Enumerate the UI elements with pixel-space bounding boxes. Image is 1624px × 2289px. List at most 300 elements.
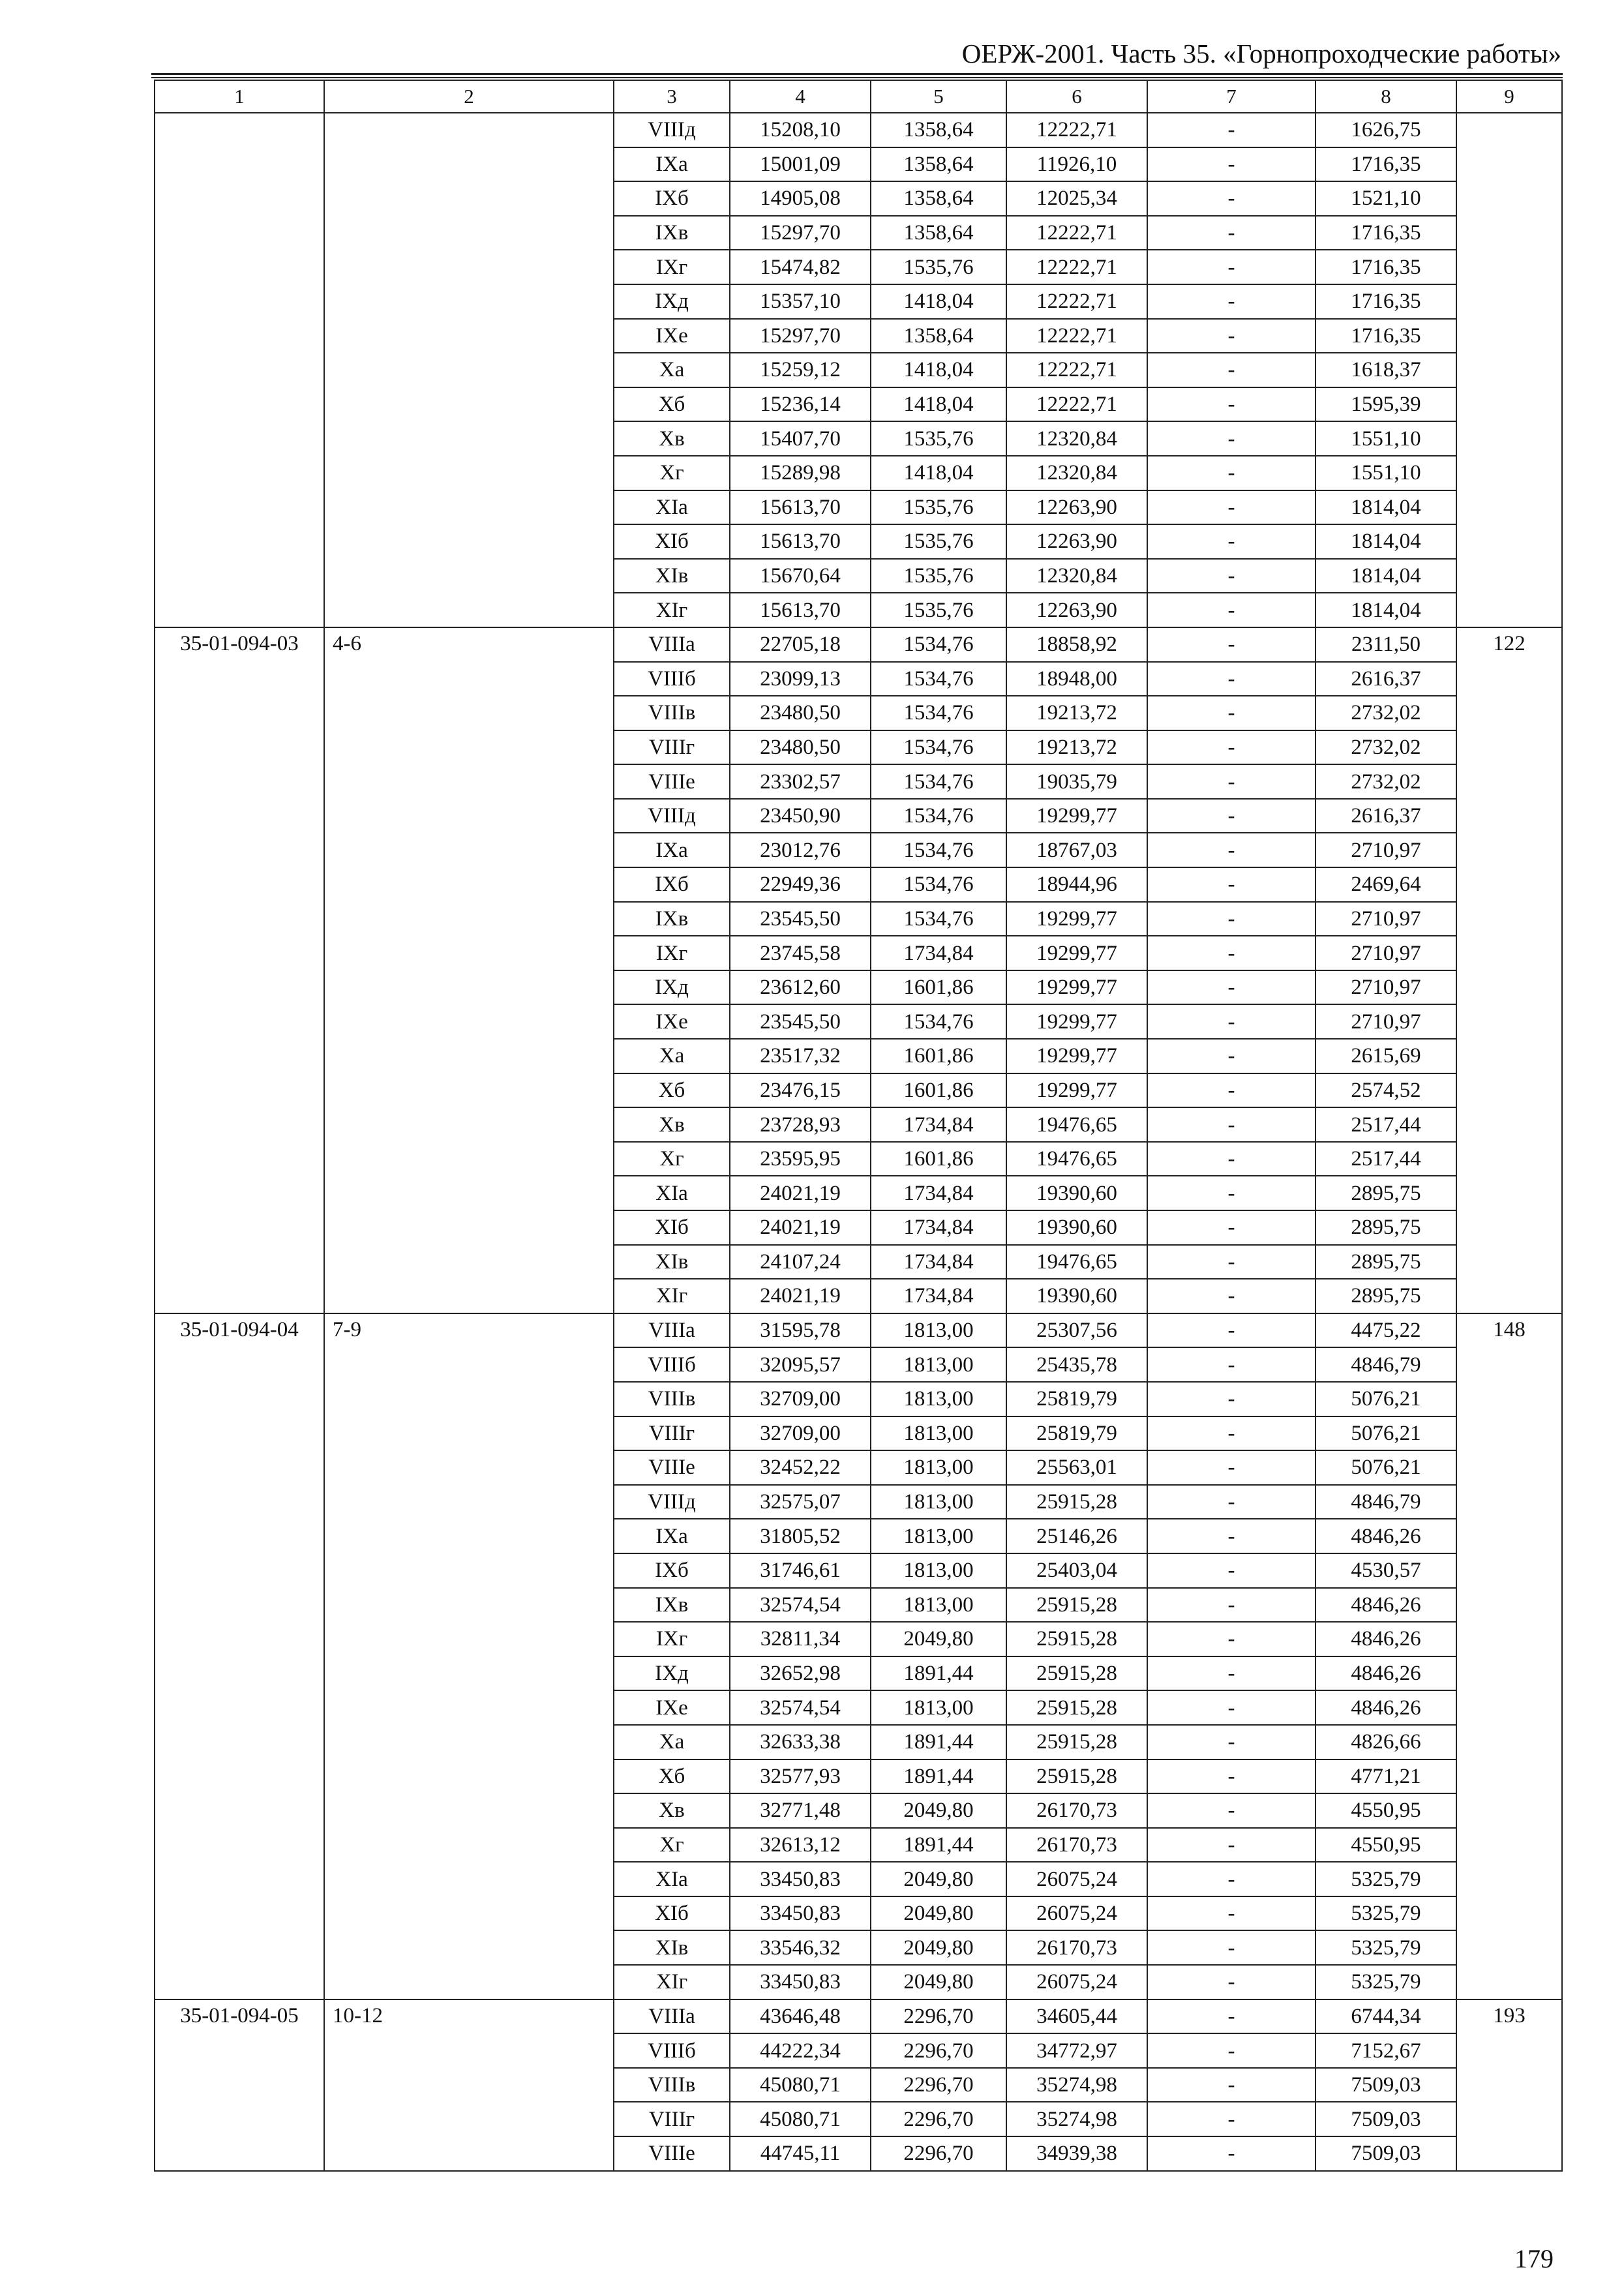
drivers-wages-cell: -: [1147, 490, 1316, 525]
wages-cell: 1535,76: [871, 559, 1006, 593]
machines-cell: 19476,65: [1006, 1142, 1147, 1176]
category-cell: VIIIб: [614, 662, 730, 696]
materials-cell: 2710,97: [1316, 902, 1456, 936]
materials-cell: 2895,75: [1316, 1279, 1456, 1313]
category-cell: Xг: [614, 456, 730, 490]
wages-cell: 1418,04: [871, 456, 1006, 490]
drivers-wages-cell: -: [1147, 1382, 1316, 1416]
machines-cell: 35274,98: [1006, 2068, 1147, 2102]
machines-cell: 19476,65: [1006, 1245, 1147, 1279]
materials-cell: 2710,97: [1316, 936, 1456, 970]
total-cost-cell: 44222,34: [730, 2033, 871, 2068]
category-cell: IXв: [614, 1588, 730, 1623]
category-cell: Xв: [614, 1107, 730, 1142]
machines-cell: 19213,72: [1006, 730, 1147, 765]
total-cost-cell: 33450,83: [730, 1965, 871, 1999]
total-cost-cell: 23012,76: [730, 833, 871, 867]
machines-cell: 25563,01: [1006, 1450, 1147, 1485]
materials-cell: 5325,79: [1316, 1930, 1456, 1965]
category-cell: Xа: [614, 1725, 730, 1759]
wages-cell: 1418,04: [871, 387, 1006, 422]
drivers-wages-cell: -: [1147, 1279, 1316, 1313]
wages-cell: 1358,64: [871, 319, 1006, 353]
materials-cell: 2710,97: [1316, 833, 1456, 867]
drivers-wages-cell: -: [1147, 1553, 1316, 1588]
wages-cell: 1534,76: [871, 696, 1006, 730]
total-cost-cell: 31805,52: [730, 1519, 871, 1553]
machines-cell: 18944,96: [1006, 867, 1147, 902]
machines-cell: 25915,28: [1006, 1656, 1147, 1691]
rate-code-cell: [155, 113, 324, 627]
machines-cell: 12263,90: [1006, 593, 1147, 627]
category-cell: XIб: [614, 524, 730, 559]
table-row: [155, 627, 1562, 662]
drivers-wages-cell: -: [1147, 730, 1316, 765]
column-header: 5: [871, 80, 1006, 113]
materials-cell: 1716,35: [1316, 147, 1456, 182]
category-cell: XIг: [614, 1965, 730, 1999]
wages-cell: 1891,44: [871, 1656, 1006, 1691]
machines-cell: 34939,38: [1006, 2136, 1147, 2171]
total-cost-cell: 15613,70: [730, 524, 871, 559]
wages-cell: 2049,80: [871, 1793, 1006, 1828]
category-cell: Xг: [614, 1142, 730, 1176]
drivers-wages-cell: -: [1147, 147, 1316, 182]
wages-cell: 1813,00: [871, 1313, 1006, 1348]
machines-cell: 25915,28: [1006, 1622, 1147, 1656]
category-cell: VIIIв: [614, 2068, 730, 2102]
materials-cell: 5325,79: [1316, 1896, 1456, 1931]
category-cell: IXе: [614, 1004, 730, 1039]
total-cost-cell: 15357,10: [730, 284, 871, 319]
category-cell: XIв: [614, 559, 730, 593]
machines-cell: 18767,03: [1006, 833, 1147, 867]
materials-cell: 2710,97: [1316, 1004, 1456, 1039]
wages-cell: 1534,76: [871, 867, 1006, 902]
machines-cell: 26170,73: [1006, 1793, 1147, 1828]
total-cost-cell: 32652,98: [730, 1656, 871, 1691]
rate-code-cell: 35-01-094-03: [155, 627, 324, 1313]
total-cost-cell: 32577,93: [730, 1759, 871, 1794]
range-cell: 4-6: [324, 627, 614, 1313]
wages-cell: 1418,04: [871, 284, 1006, 319]
wages-cell: 1535,76: [871, 421, 1006, 456]
total-cost-cell: 32633,38: [730, 1725, 871, 1759]
machines-cell: 26075,24: [1006, 1862, 1147, 1896]
total-cost-cell: 23480,50: [730, 696, 871, 730]
machines-cell: 19299,77: [1006, 1004, 1147, 1039]
wages-cell: 1734,84: [871, 936, 1006, 970]
drivers-wages-cell: -: [1147, 1004, 1316, 1039]
wages-cell: 1535,76: [871, 593, 1006, 627]
drivers-wages-cell: -: [1147, 1073, 1316, 1108]
drivers-wages-cell: -: [1147, 1828, 1316, 1863]
drivers-wages-cell: -: [1147, 662, 1316, 696]
category-cell: Xа: [614, 353, 730, 387]
drivers-wages-cell: -: [1147, 1245, 1316, 1279]
drivers-wages-cell: -: [1147, 524, 1316, 559]
labor-cost-cell: 193: [1456, 1999, 1562, 2171]
total-cost-cell: 23595,95: [730, 1142, 871, 1176]
total-cost-cell: 23480,50: [730, 730, 871, 765]
category-cell: IXд: [614, 1656, 730, 1691]
total-cost-cell: 15297,70: [730, 216, 871, 250]
drivers-wages-cell: -: [1147, 902, 1316, 936]
total-cost-cell: 15613,70: [730, 593, 871, 627]
column-header: 9: [1456, 80, 1562, 113]
materials-cell: 4530,57: [1316, 1553, 1456, 1588]
materials-cell: 1716,35: [1316, 319, 1456, 353]
drivers-wages-cell: -: [1147, 1656, 1316, 1691]
materials-cell: 4550,95: [1316, 1793, 1456, 1828]
machines-cell: 18948,00: [1006, 662, 1147, 696]
wages-cell: 1813,00: [871, 1588, 1006, 1623]
drivers-wages-cell: -: [1147, 181, 1316, 216]
wages-cell: 2049,80: [871, 1896, 1006, 1931]
drivers-wages-cell: -: [1147, 1142, 1316, 1176]
rate-code-cell: 35-01-094-05: [155, 1999, 324, 2171]
machines-cell: 25403,04: [1006, 1553, 1147, 1588]
category-cell: VIIIа: [614, 1313, 730, 1348]
total-cost-cell: 23476,15: [730, 1073, 871, 1108]
wages-cell: 1418,04: [871, 353, 1006, 387]
total-cost-cell: 23612,60: [730, 970, 871, 1005]
total-cost-cell: 23745,58: [730, 936, 871, 970]
drivers-wages-cell: -: [1147, 421, 1316, 456]
total-cost-cell: 23450,90: [730, 799, 871, 833]
wages-cell: 2049,80: [871, 1862, 1006, 1896]
wages-cell: 1534,76: [871, 764, 1006, 799]
header-rule-thick: [151, 73, 1563, 75]
wages-cell: 1601,86: [871, 970, 1006, 1005]
materials-cell: 1814,04: [1316, 593, 1456, 627]
machines-cell: 12222,71: [1006, 387, 1147, 422]
drivers-wages-cell: -: [1147, 867, 1316, 902]
materials-cell: 2895,75: [1316, 1176, 1456, 1210]
machines-cell: 12320,84: [1006, 456, 1147, 490]
wages-cell: 2049,80: [871, 1622, 1006, 1656]
total-cost-cell: 31595,78: [730, 1313, 871, 1348]
materials-cell: 4846,79: [1316, 1347, 1456, 1382]
drivers-wages-cell: -: [1147, 1485, 1316, 1519]
materials-cell: 4846,26: [1316, 1519, 1456, 1553]
wages-cell: 1534,76: [871, 662, 1006, 696]
materials-cell: 4475,22: [1316, 1313, 1456, 1348]
drivers-wages-cell: -: [1147, 1519, 1316, 1553]
materials-cell: 5076,21: [1316, 1382, 1456, 1416]
column-header: 2: [324, 80, 614, 113]
materials-cell: 1814,04: [1316, 490, 1456, 525]
materials-cell: 2710,97: [1316, 970, 1456, 1005]
drivers-wages-cell: -: [1147, 456, 1316, 490]
total-cost-cell: 31746,61: [730, 1553, 871, 1588]
total-cost-cell: 24021,19: [730, 1210, 871, 1245]
wages-cell: 2049,80: [871, 1930, 1006, 1965]
category-cell: XIв: [614, 1245, 730, 1279]
drivers-wages-cell: -: [1147, 799, 1316, 833]
total-cost-cell: 32095,57: [730, 1347, 871, 1382]
drivers-wages-cell: -: [1147, 1347, 1316, 1382]
wages-cell: 1813,00: [871, 1690, 1006, 1725]
machines-cell: 19390,60: [1006, 1210, 1147, 1245]
wages-cell: 1534,76: [871, 1004, 1006, 1039]
drivers-wages-cell: -: [1147, 1690, 1316, 1725]
drivers-wages-cell: -: [1147, 1965, 1316, 1999]
category-cell: IXв: [614, 902, 730, 936]
machines-cell: 11926,10: [1006, 147, 1147, 182]
total-cost-cell: 32452,22: [730, 1450, 871, 1485]
category-cell: VIIIг: [614, 730, 730, 765]
drivers-wages-cell: -: [1147, 1622, 1316, 1656]
machines-cell: 34605,44: [1006, 1999, 1147, 2034]
materials-cell: 6744,34: [1316, 1999, 1456, 2034]
drivers-wages-cell: -: [1147, 387, 1316, 422]
wages-cell: 1734,84: [871, 1210, 1006, 1245]
drivers-wages-cell: -: [1147, 216, 1316, 250]
materials-cell: 4846,79: [1316, 1485, 1456, 1519]
materials-cell: 1716,35: [1316, 250, 1456, 284]
category-cell: VIIIе: [614, 2136, 730, 2171]
drivers-wages-cell: -: [1147, 2068, 1316, 2102]
category-cell: IXб: [614, 867, 730, 902]
drivers-wages-cell: -: [1147, 1313, 1316, 1348]
category-cell: VIIIа: [614, 627, 730, 662]
page-header: ОЕРЖ-2001. Часть 35. «Горнопроходческие работы»: [961, 38, 1561, 68]
drivers-wages-cell: -: [1147, 1862, 1316, 1896]
wages-cell: 1534,76: [871, 833, 1006, 867]
drivers-wages-cell: -: [1147, 1176, 1316, 1210]
machines-cell: 19476,65: [1006, 1107, 1147, 1142]
category-cell: VIIIг: [614, 1416, 730, 1451]
drivers-wages-cell: -: [1147, 559, 1316, 593]
rate-code-cell: 35-01-094-04: [155, 1313, 324, 1999]
wages-cell: 1601,86: [871, 1073, 1006, 1108]
header-rule-thin: [151, 77, 1563, 78]
machines-cell: 19213,72: [1006, 696, 1147, 730]
materials-cell: 1814,04: [1316, 559, 1456, 593]
machines-cell: 19299,77: [1006, 970, 1147, 1005]
wages-cell: 1734,84: [871, 1279, 1006, 1313]
total-cost-cell: 45080,71: [730, 2102, 871, 2136]
machines-cell: 12222,71: [1006, 319, 1147, 353]
materials-cell: 2616,37: [1316, 799, 1456, 833]
column-header: 7: [1147, 80, 1316, 113]
total-cost-cell: 22949,36: [730, 867, 871, 902]
wages-cell: 1813,00: [871, 1347, 1006, 1382]
total-cost-cell: 43646,48: [730, 1999, 871, 2034]
materials-cell: 7509,03: [1316, 2068, 1456, 2102]
drivers-wages-cell: -: [1147, 1793, 1316, 1828]
materials-cell: 1618,37: [1316, 353, 1456, 387]
materials-cell: 2311,50: [1316, 627, 1456, 662]
machines-cell: 19299,77: [1006, 799, 1147, 833]
machines-cell: 12222,71: [1006, 250, 1147, 284]
drivers-wages-cell: -: [1147, 833, 1316, 867]
category-cell: IXг: [614, 250, 730, 284]
category-cell: IXд: [614, 284, 730, 319]
wages-cell: 1534,76: [871, 627, 1006, 662]
range-cell: 7-9: [324, 1313, 614, 1999]
materials-cell: 1521,10: [1316, 181, 1456, 216]
machines-cell: 25915,28: [1006, 1690, 1147, 1725]
total-cost-cell: 15001,09: [730, 147, 871, 182]
drivers-wages-cell: -: [1147, 764, 1316, 799]
rates-table: [154, 80, 1563, 2172]
range-cell: [324, 113, 614, 627]
total-cost-cell: 32575,07: [730, 1485, 871, 1519]
category-cell: IXе: [614, 319, 730, 353]
drivers-wages-cell: -: [1147, 936, 1316, 970]
category-cell: XIб: [614, 1896, 730, 1931]
machines-cell: 12263,90: [1006, 524, 1147, 559]
machines-cell: 12222,71: [1006, 284, 1147, 319]
total-cost-cell: 45080,71: [730, 2068, 871, 2102]
materials-cell: 7152,67: [1316, 2033, 1456, 2068]
category-cell: XIа: [614, 1862, 730, 1896]
total-cost-cell: 15236,14: [730, 387, 871, 422]
category-cell: XIв: [614, 1930, 730, 1965]
category-cell: IXв: [614, 216, 730, 250]
machines-cell: 19390,60: [1006, 1279, 1147, 1313]
materials-cell: 5076,21: [1316, 1450, 1456, 1485]
materials-cell: 7509,03: [1316, 2102, 1456, 2136]
drivers-wages-cell: -: [1147, 1930, 1316, 1965]
total-cost-cell: 32574,54: [730, 1588, 871, 1623]
materials-cell: 2616,37: [1316, 662, 1456, 696]
machines-cell: 12025,34: [1006, 181, 1147, 216]
machines-cell: 34772,97: [1006, 2033, 1147, 2068]
category-cell: IXа: [614, 833, 730, 867]
materials-cell: 2732,02: [1316, 696, 1456, 730]
category-cell: IXг: [614, 1622, 730, 1656]
category-cell: VIIIб: [614, 1347, 730, 1382]
materials-cell: 4846,26: [1316, 1656, 1456, 1691]
category-cell: VIIIв: [614, 1382, 730, 1416]
total-cost-cell: 33546,32: [730, 1930, 871, 1965]
materials-cell: 2574,52: [1316, 1073, 1456, 1108]
wages-cell: 2049,80: [871, 1965, 1006, 1999]
materials-cell: 2895,75: [1316, 1245, 1456, 1279]
drivers-wages-cell: -: [1147, 2136, 1316, 2171]
wages-cell: 1813,00: [871, 1416, 1006, 1451]
page-number: 179: [1514, 2244, 1554, 2273]
wages-cell: 1734,84: [871, 1176, 1006, 1210]
total-cost-cell: 23728,93: [730, 1107, 871, 1142]
drivers-wages-cell: -: [1147, 319, 1316, 353]
machines-cell: 25915,28: [1006, 1759, 1147, 1794]
machines-cell: 25435,78: [1006, 1347, 1147, 1382]
machines-cell: 26075,24: [1006, 1896, 1147, 1931]
machines-cell: 26075,24: [1006, 1965, 1147, 1999]
category-cell: VIIIа: [614, 1999, 730, 2034]
wages-cell: 1358,64: [871, 113, 1006, 147]
category-cell: Xв: [614, 1793, 730, 1828]
total-cost-cell: 23302,57: [730, 764, 871, 799]
drivers-wages-cell: -: [1147, 1896, 1316, 1931]
category-cell: IXа: [614, 1519, 730, 1553]
wages-cell: 1734,84: [871, 1107, 1006, 1142]
wages-cell: 2296,70: [871, 2136, 1006, 2171]
materials-cell: 2615,69: [1316, 1039, 1456, 1073]
wages-cell: 1534,76: [871, 902, 1006, 936]
wages-cell: 1891,44: [871, 1725, 1006, 1759]
machines-cell: 19390,60: [1006, 1176, 1147, 1210]
wages-cell: 2296,70: [871, 2033, 1006, 2068]
wages-cell: 1891,44: [871, 1828, 1006, 1863]
materials-cell: 4826,66: [1316, 1725, 1456, 1759]
materials-cell: 1814,04: [1316, 524, 1456, 559]
wages-cell: 1813,00: [871, 1485, 1006, 1519]
materials-cell: 5325,79: [1316, 1862, 1456, 1896]
total-cost-cell: 15289,98: [730, 456, 871, 490]
category-cell: VIIIг: [614, 2102, 730, 2136]
category-cell: VIIIд: [614, 113, 730, 147]
total-cost-cell: 15259,12: [730, 353, 871, 387]
wages-cell: 2296,70: [871, 2102, 1006, 2136]
category-cell: IXб: [614, 181, 730, 216]
total-cost-cell: 24107,24: [730, 1245, 871, 1279]
total-cost-cell: 44745,11: [730, 2136, 871, 2171]
materials-cell: 1716,35: [1316, 284, 1456, 319]
drivers-wages-cell: -: [1147, 1725, 1316, 1759]
wages-cell: 2296,70: [871, 1999, 1006, 2034]
category-cell: VIIIб: [614, 2033, 730, 2068]
category-cell: VIIIд: [614, 799, 730, 833]
drivers-wages-cell: -: [1147, 970, 1316, 1005]
materials-cell: 2895,75: [1316, 1210, 1456, 1245]
total-cost-cell: 15297,70: [730, 319, 871, 353]
drivers-wages-cell: -: [1147, 696, 1316, 730]
column-header: 3: [614, 80, 730, 113]
materials-cell: 4846,26: [1316, 1690, 1456, 1725]
machines-cell: 12263,90: [1006, 490, 1147, 525]
materials-cell: 2732,02: [1316, 730, 1456, 765]
total-cost-cell: 23099,13: [730, 662, 871, 696]
total-cost-cell: 32709,00: [730, 1416, 871, 1451]
machines-cell: 26170,73: [1006, 1930, 1147, 1965]
machines-cell: 18858,92: [1006, 627, 1147, 662]
wages-cell: 1813,00: [871, 1519, 1006, 1553]
column-number-row: [155, 80, 1562, 113]
machines-cell: 25915,28: [1006, 1725, 1147, 1759]
machines-cell: 25307,56: [1006, 1313, 1147, 1348]
total-cost-cell: 15208,10: [730, 113, 871, 147]
machines-cell: 12222,71: [1006, 353, 1147, 387]
machines-cell: 12222,71: [1006, 216, 1147, 250]
total-cost-cell: 32613,12: [730, 1828, 871, 1863]
machines-cell: 12320,84: [1006, 421, 1147, 456]
materials-cell: 1551,10: [1316, 456, 1456, 490]
machines-cell: 25915,28: [1006, 1485, 1147, 1519]
range-cell: 10-12: [324, 1999, 614, 2171]
total-cost-cell: 33450,83: [730, 1896, 871, 1931]
wages-cell: 1813,00: [871, 1553, 1006, 1588]
materials-cell: 1595,39: [1316, 387, 1456, 422]
materials-cell: 4550,95: [1316, 1828, 1456, 1863]
drivers-wages-cell: -: [1147, 1450, 1316, 1485]
materials-cell: 5325,79: [1316, 1965, 1456, 1999]
materials-cell: 2469,64: [1316, 867, 1456, 902]
wages-cell: 1734,84: [871, 1245, 1006, 1279]
machines-cell: 19035,79: [1006, 764, 1147, 799]
wages-cell: 1813,00: [871, 1382, 1006, 1416]
category-cell: Xв: [614, 421, 730, 456]
drivers-wages-cell: -: [1147, 593, 1316, 627]
drivers-wages-cell: -: [1147, 1999, 1316, 2034]
wages-cell: 1534,76: [871, 799, 1006, 833]
drivers-wages-cell: -: [1147, 1039, 1316, 1073]
total-cost-cell: 32709,00: [730, 1382, 871, 1416]
